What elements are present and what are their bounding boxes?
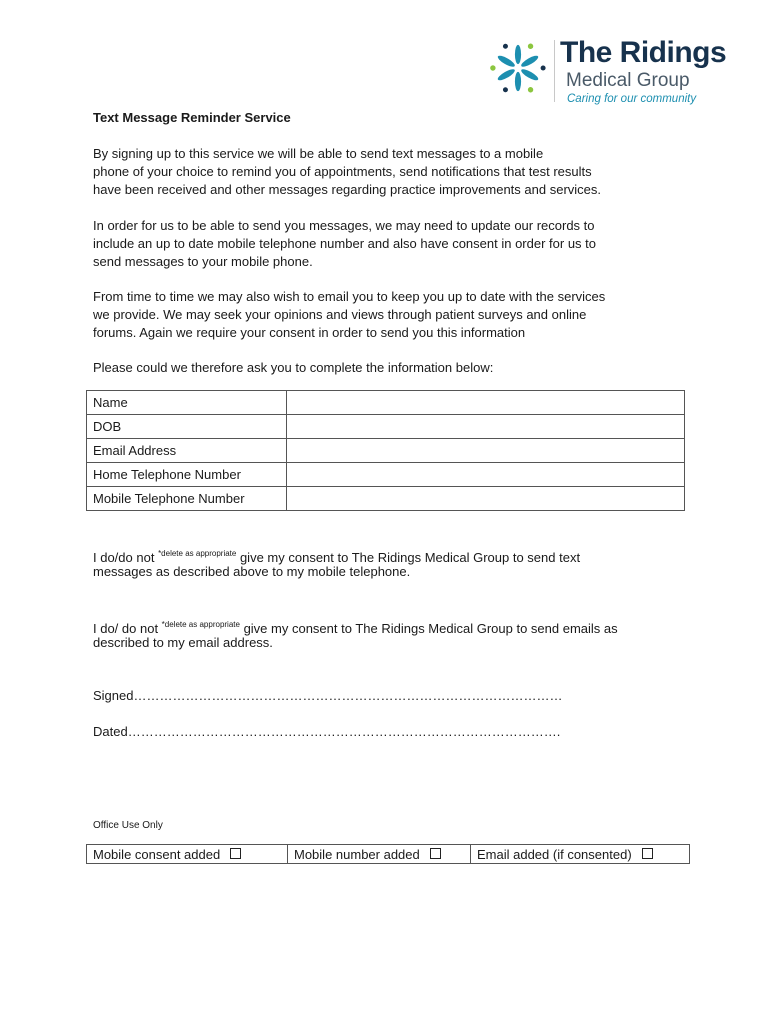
office-cell-label: Mobile consent added (93, 846, 221, 862)
office-cell-label: Mobile number added (294, 846, 420, 862)
paragraph-2-line-3: send messages to your mobile phone. (93, 254, 313, 269)
logo-subtitle: Medical Group (566, 70, 690, 91)
paragraph-2-line-2: include an up to date mobile telephone number and also have consent in order for us to (93, 236, 597, 251)
office-use-label: Office Use Only (93, 820, 163, 831)
email-consent-post: give my consent to The Ridings Medical Group to send emails as (239, 621, 618, 636)
email-consent-note: *delete as appropriate (161, 620, 240, 629)
email-added-checkbox[interactable] (642, 848, 653, 859)
paragraph-3-line-3: forums. Again we require your consent in order to send you this information (93, 325, 526, 340)
paragraph-4: Please could we therefore ask you to complete the information below: (93, 360, 494, 375)
date-line[interactable]: Dated………………………………………………………………………………………. (93, 724, 561, 739)
paragraph-1-line-3: have been received and other messages regarding practice improvements and services. (93, 182, 601, 197)
paragraph-1-line-2: phone of your choice to remind you of appointments, send notifications that test results (93, 164, 592, 179)
page-title: Text Message Reminder Service (93, 110, 291, 125)
office-use-table (86, 844, 690, 864)
paragraph-2-line-1: In order for us to be able to send you messages, we may need to update our records to (93, 218, 595, 233)
logo-title: The Ridings (560, 36, 727, 69)
mobile-number-checkbox[interactable] (430, 848, 441, 859)
logo-tagline: Caring for our community (567, 93, 697, 105)
sms-consent-pre: I do/do not (93, 550, 159, 565)
email-field[interactable] (287, 439, 685, 463)
signature-line[interactable]: Signed……………………………………………………………………………………… (93, 688, 563, 703)
dob-field[interactable] (287, 415, 685, 439)
field-label-mobile-phone: Mobile Telephone Number (87, 487, 287, 511)
sms-consent-line-2: messages as described above to my mobile telephone. (93, 564, 411, 579)
home-phone-field[interactable] (287, 463, 685, 487)
field-label-home-phone: Home Telephone Number (87, 463, 287, 487)
office-cell-mobile-consent (87, 845, 288, 864)
name-field[interactable] (287, 391, 685, 415)
office-cell-email-added (471, 845, 690, 864)
email-consent-pre: I do/ do not (93, 621, 162, 636)
table-row (87, 439, 685, 463)
field-label-name: Name (87, 391, 287, 415)
table-row (87, 845, 690, 864)
sms-consent-note: *delete as appropriate (158, 549, 237, 558)
logo-divider (554, 40, 555, 102)
field-label-dob: DOB (87, 415, 287, 439)
office-cell-mobile-number (288, 845, 471, 864)
email-consent-line-2: described to my email address. (93, 635, 273, 650)
paragraph-1-line-1: By signing up to this service we will be able to send text messages to a mobile (93, 146, 544, 161)
table-row (87, 463, 685, 487)
sms-consent-post: give my consent to The Ridings Medical Group to send text (236, 550, 581, 565)
paragraph-3-line-1: From time to time we may also wish to email you to keep you up to date with the services (93, 289, 606, 304)
table-row (87, 391, 685, 415)
field-label-email: Email Address (87, 439, 287, 463)
paragraph-3-line-2: we provide. We may seek your opinions and views through patient surveys and online (93, 307, 587, 322)
table-row (87, 487, 685, 511)
ridings-logo-icon (490, 40, 546, 96)
mobile-consent-checkbox[interactable] (230, 848, 241, 859)
office-cell-label: Email added (if consented) (477, 846, 632, 862)
patient-info-table (86, 390, 685, 511)
mobile-phone-field[interactable] (287, 487, 685, 511)
table-row (87, 415, 685, 439)
